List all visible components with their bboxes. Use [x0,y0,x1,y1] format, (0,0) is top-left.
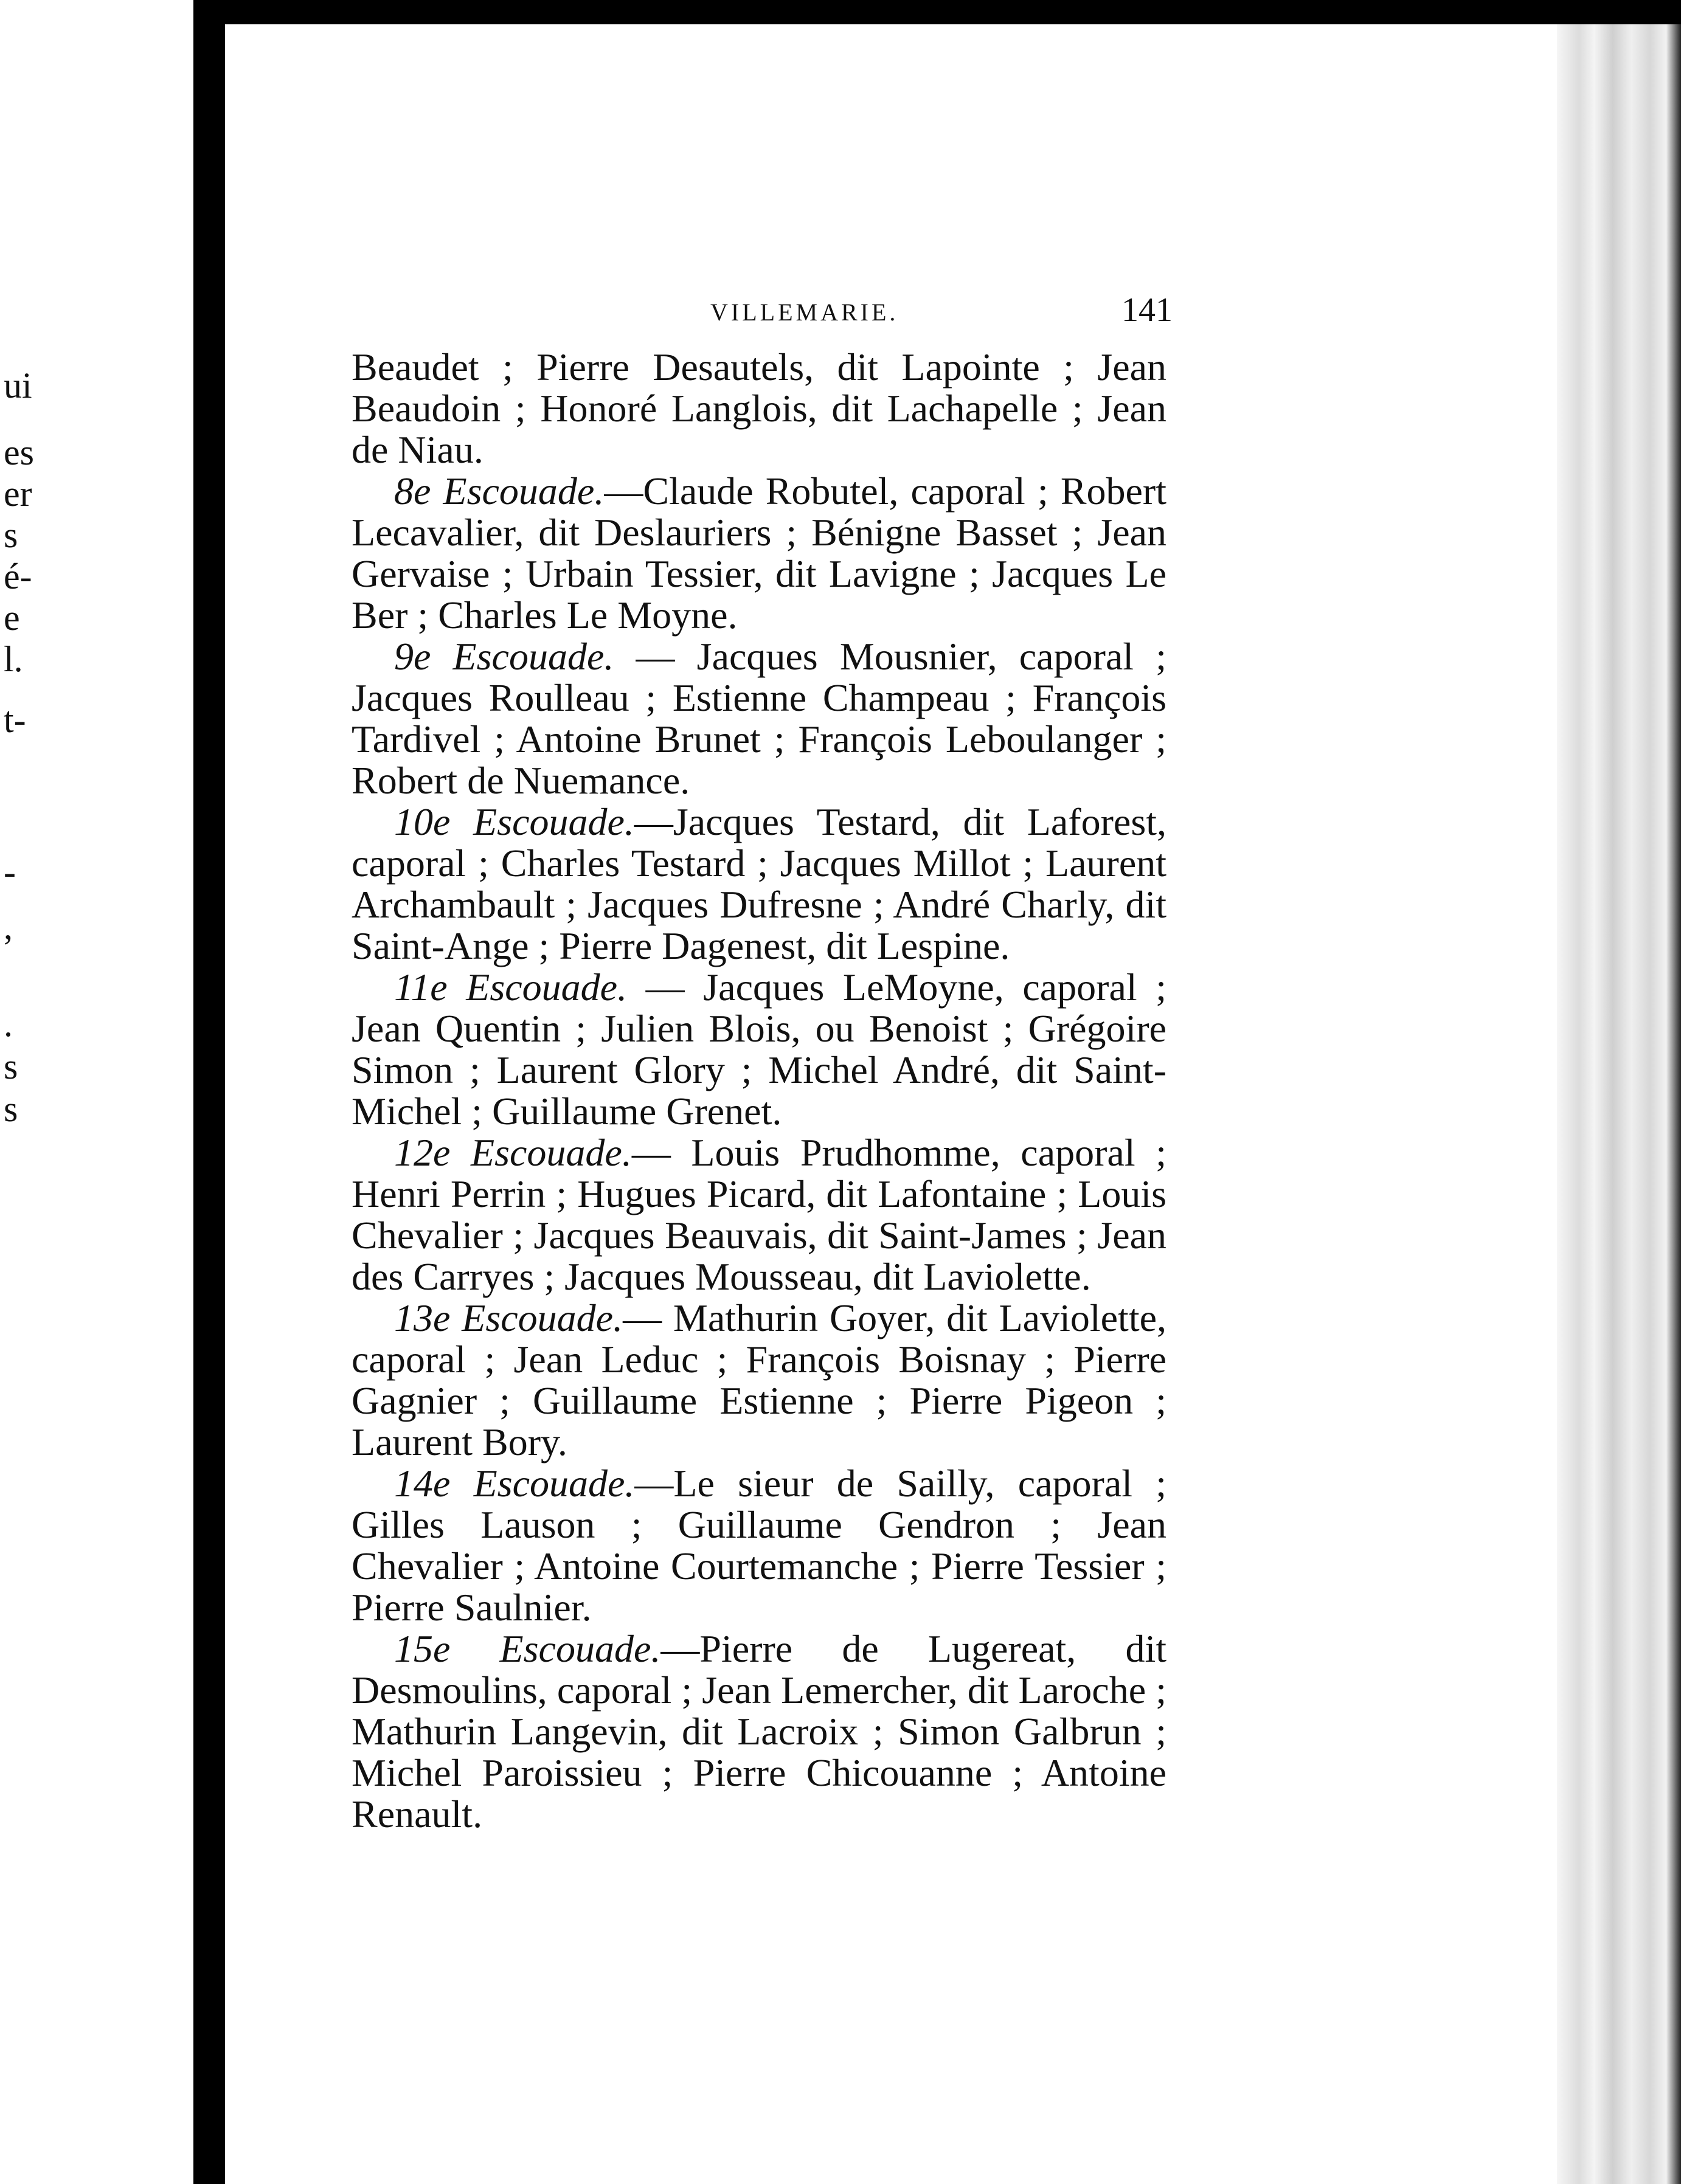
fragment: s [4,1089,18,1129]
paragraph [352,471,1166,636]
paragraph [352,636,1166,801]
fragment: t- [4,700,26,740]
escouade-label: 11e Escouade. [394,966,628,1009]
fragment: es [4,432,34,472]
page-text-block [352,291,1173,1836]
fragment: s [4,1046,18,1087]
paragraph [352,1298,1166,1463]
paragraph-text: —Jacques Testard, dit Laforest, caporal ; Charles Testard ; Jacques Millot ; Laurent Archambault ; Jacques Dufresne ; André Charly, dit Saint-Ange ; Pierre Dagenest, dit Lespine. [352,800,1166,967]
paragraph-text: — Louis Prudhomme, caporal ; Henri Perrin ; Hugues Picard, dit Lafontaine ; Louis Chevalier ; Jacques Beauvais, dit Saint-James ; Jean des Carryes ; Jacques Mousseau, dit Laviolette. [352,1131,1167,1298]
running-head-title: VILLEMARIE. [710,299,899,326]
paragraph [352,1463,1166,1628]
escouade-label: 9e Escouade. [394,635,614,678]
facing-page-left [0,0,193,2184]
fragment: , [4,907,13,947]
paragraph-text: —Claude Robutel, caporal ; Robert Lecavalier, dit Deslauriers ; Bénigne Basset ; Jean Gervaise ; Urbain Tessier, dit Lavigne ; Jacques Le Ber ; Charles Le Moyne. [352,469,1167,637]
paragraph [352,1132,1166,1298]
fragment: . [4,1004,13,1044]
paragraph [352,347,1166,471]
book-gutter [193,0,225,2184]
page-edges [1557,24,1681,2184]
escouade-label: 8e Escouade. [394,469,605,513]
page-number: 141 [1121,291,1173,329]
fragment: er [4,474,32,514]
paragraph-text: — Jacques LeMoyne, caporal ; Jean Quentin ; Julien Blois, ou Benoist ; Grégoire Simon ; Laurent Glory ; Michel André, dit Saint-Michel ; Guillaume Grenet. [352,966,1167,1133]
escouade-label: 13e Escouade. [394,1296,623,1339]
escouade-label: 10e Escouade. [394,800,634,843]
paragraph-text: —Pierre de Lugereat, dit Desmoulins, caporal ; Jean Lemercher, dit Laroche ; Mathurin Langevin, dit Lacroix ; Simon Galbrun ; Michel Paroissieu ; Pierre Chicouanne ; Antoine Renault. [352,1627,1167,1836]
paragraph-text: —Le sieur de Sailly, caporal ; Gilles Lauson ; Guillaume Gendron ; Jean Chevalier ; Antoine Courtemanche ; Pierre Tessier ; Pierre Saulnier. [352,1462,1167,1629]
escouade-label: 15e Escouade. [394,1627,661,1670]
paragraph-text: — Mathurin Goyer, dit Laviolette, caporal ; Jean Leduc ; François Boisnay ; Pierre Gagnier ; Guillaume Estienne ; Pierre Pigeon ; Laurent Bory. [352,1296,1166,1463]
fragment: e [4,598,20,638]
fragment: l. [4,639,23,679]
fragment: é- [4,556,32,596]
fragment: ui [4,365,32,406]
paragraph [352,801,1166,967]
escouade-label: 12e Escouade. [394,1131,632,1174]
paragraph [352,967,1166,1132]
paragraph-text: Beaudet ; Pierre Desautels, dit Lapointe ; Jean Beaudoin ; Honoré Langlois, dit Lachapelle ; Jean de Niau. [352,345,1166,471]
paragraph [352,1628,1166,1835]
running-head [352,291,1173,347]
paragraph-text: — Jacques Mousnier, caporal ; Jacques Roulleau ; Estienne Champeau ; François Tardivel ; Antoine Brunet ; François Leboulanger ; Robert de Nuemance. [352,635,1167,802]
fragment: - [4,852,16,892]
fragment: s [4,515,18,555]
escouade-label: 14e Escouade. [394,1462,635,1505]
